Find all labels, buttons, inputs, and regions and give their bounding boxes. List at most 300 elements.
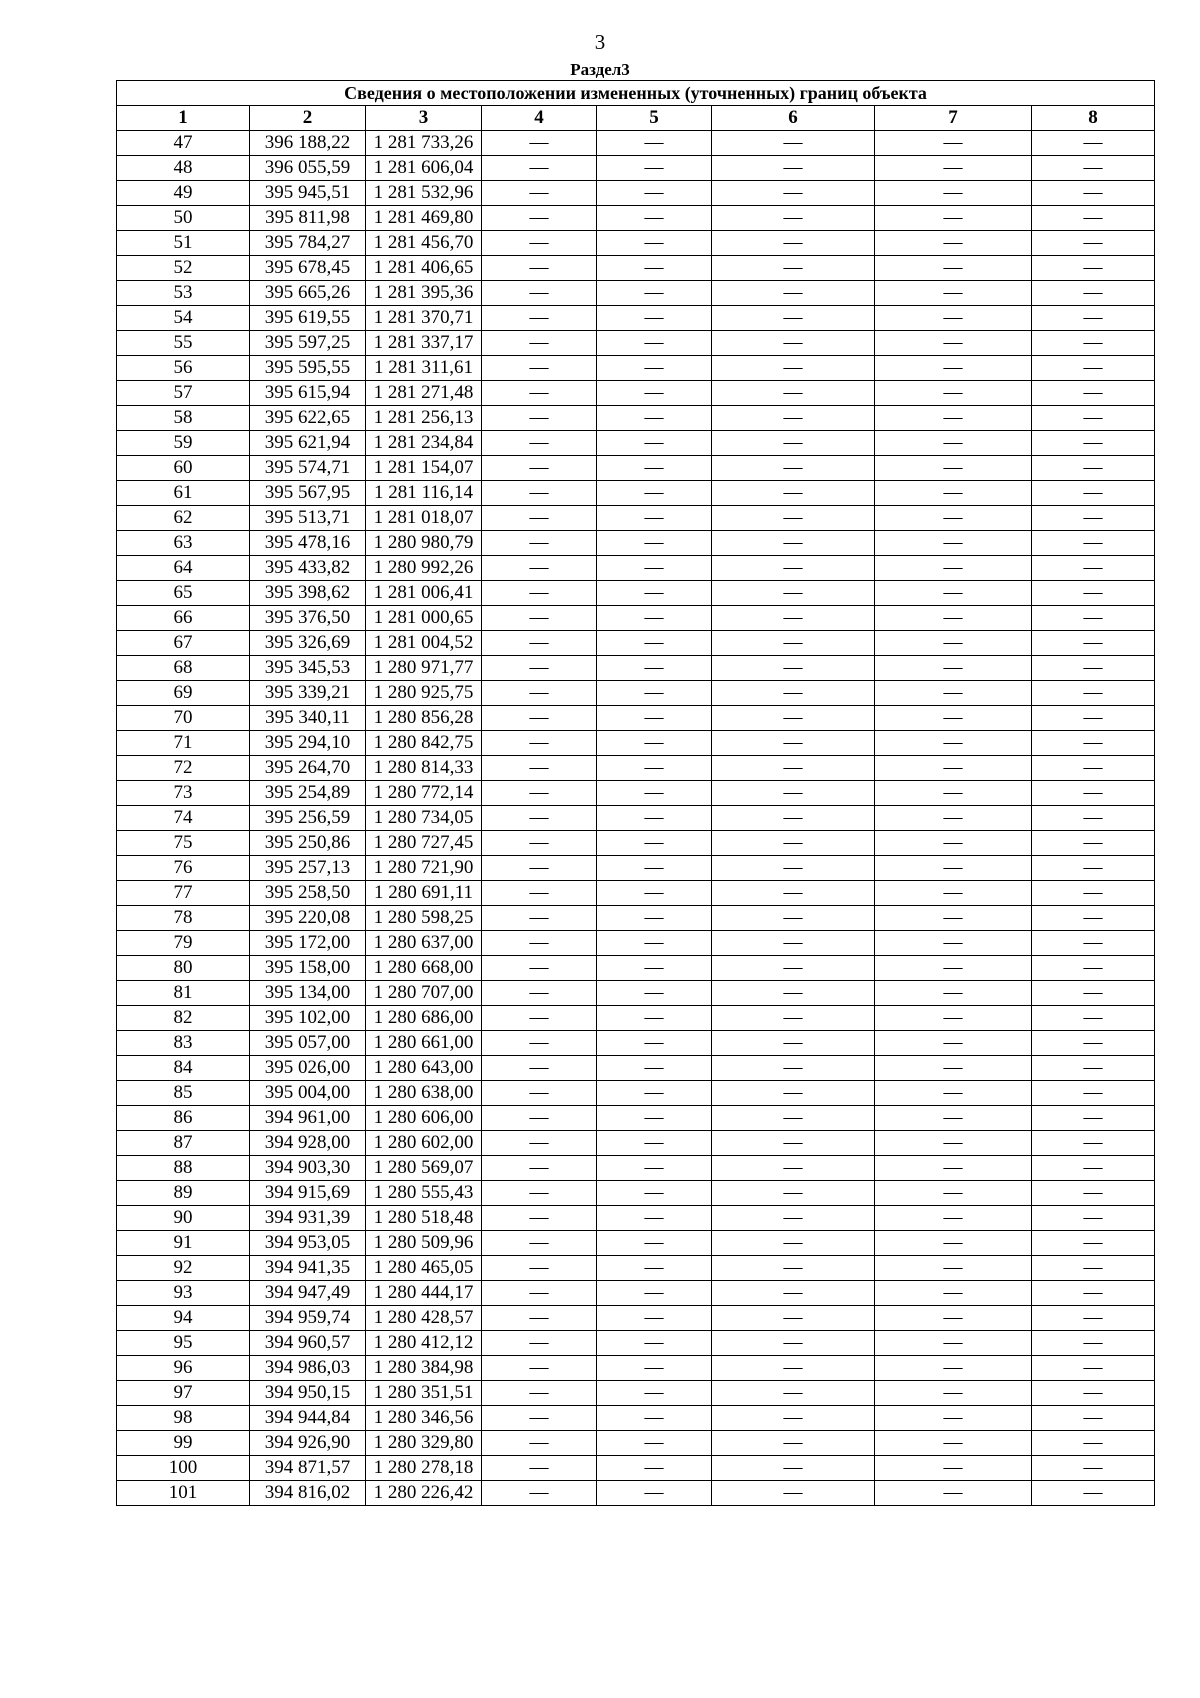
table-row xyxy=(117,381,1155,406)
empty-cell: — xyxy=(712,981,875,1006)
empty-cell: — xyxy=(1032,906,1155,931)
empty-cell: — xyxy=(597,806,712,831)
point-number-cell: 101 xyxy=(117,1481,250,1506)
y-coordinate-cell: 1 281 271,48 xyxy=(366,381,482,406)
table-row xyxy=(117,256,1155,281)
empty-cell: — xyxy=(1032,1206,1155,1231)
empty-cell: — xyxy=(712,556,875,581)
y-coordinate-cell: 1 280 637,00 xyxy=(366,931,482,956)
empty-cell: — xyxy=(597,1256,712,1281)
point-number-cell: 95 xyxy=(117,1331,250,1356)
x-coordinate-cell: 395 220,08 xyxy=(250,906,366,931)
point-number-cell: 90 xyxy=(117,1206,250,1231)
point-number-cell: 94 xyxy=(117,1306,250,1331)
table-row xyxy=(117,1156,1155,1181)
table-row xyxy=(117,481,1155,506)
point-number-cell: 97 xyxy=(117,1381,250,1406)
table-row xyxy=(117,1431,1155,1456)
table-row xyxy=(117,356,1155,381)
empty-cell: — xyxy=(597,1281,712,1306)
x-coordinate-cell: 395 574,71 xyxy=(250,456,366,481)
x-coordinate-cell: 395 376,50 xyxy=(250,606,366,631)
y-coordinate-cell: 1 281 532,96 xyxy=(366,181,482,206)
table-row xyxy=(117,606,1155,631)
empty-cell: — xyxy=(1032,1156,1155,1181)
column-number-1: 1 xyxy=(117,106,250,131)
empty-cell: — xyxy=(875,231,1032,256)
y-coordinate-cell: 1 280 602,00 xyxy=(366,1131,482,1156)
empty-cell: — xyxy=(875,481,1032,506)
empty-cell: — xyxy=(482,431,597,456)
x-coordinate-cell: 395 478,16 xyxy=(250,531,366,556)
y-coordinate-cell: 1 281 004,52 xyxy=(366,631,482,656)
empty-cell: — xyxy=(875,1431,1032,1456)
y-coordinate-cell: 1 280 668,00 xyxy=(366,956,482,981)
empty-cell: — xyxy=(712,331,875,356)
empty-cell: — xyxy=(597,1456,712,1481)
empty-cell: — xyxy=(875,356,1032,381)
empty-cell: — xyxy=(1032,331,1155,356)
empty-cell: — xyxy=(712,631,875,656)
empty-cell: — xyxy=(482,181,597,206)
empty-cell: — xyxy=(597,381,712,406)
y-coordinate-cell: 1 281 370,71 xyxy=(366,306,482,331)
table-row xyxy=(117,306,1155,331)
y-coordinate-cell: 1 281 406,65 xyxy=(366,256,482,281)
x-coordinate-cell: 396 055,59 xyxy=(250,156,366,181)
empty-cell: — xyxy=(1032,256,1155,281)
point-number-cell: 87 xyxy=(117,1131,250,1156)
empty-cell: — xyxy=(875,1156,1032,1181)
empty-cell: — xyxy=(482,1156,597,1181)
point-number-cell: 57 xyxy=(117,381,250,406)
point-number-cell: 52 xyxy=(117,256,250,281)
x-coordinate-cell: 394 961,00 xyxy=(250,1106,366,1131)
empty-cell: — xyxy=(1032,731,1155,756)
table-row xyxy=(117,881,1155,906)
table-row xyxy=(117,1456,1155,1481)
empty-cell: — xyxy=(482,1231,597,1256)
empty-cell: — xyxy=(712,1106,875,1131)
table-caption: Сведения о местоположении измененных (уточненных) границ объекта xyxy=(117,81,1155,106)
empty-cell: — xyxy=(597,1406,712,1431)
empty-cell: — xyxy=(875,1131,1032,1156)
empty-cell: — xyxy=(712,156,875,181)
empty-cell: — xyxy=(712,206,875,231)
empty-cell: — xyxy=(712,456,875,481)
empty-cell: — xyxy=(597,731,712,756)
table-row xyxy=(117,756,1155,781)
x-coordinate-cell: 395 619,55 xyxy=(250,306,366,331)
empty-cell: — xyxy=(1032,306,1155,331)
empty-cell: — xyxy=(482,631,597,656)
empty-cell: — xyxy=(875,806,1032,831)
x-coordinate-cell: 395 172,00 xyxy=(250,931,366,956)
x-coordinate-cell: 394 953,05 xyxy=(250,1231,366,1256)
point-number-cell: 49 xyxy=(117,181,250,206)
y-coordinate-cell: 1 280 734,05 xyxy=(366,806,482,831)
x-coordinate-cell: 395 294,10 xyxy=(250,731,366,756)
empty-cell: — xyxy=(1032,506,1155,531)
empty-cell: — xyxy=(597,1156,712,1181)
x-coordinate-cell: 394 959,74 xyxy=(250,1306,366,1331)
empty-cell: — xyxy=(712,481,875,506)
table-row xyxy=(117,131,1155,156)
empty-cell: — xyxy=(875,181,1032,206)
empty-cell: — xyxy=(597,431,712,456)
x-coordinate-cell: 395 595,55 xyxy=(250,356,366,381)
empty-cell: — xyxy=(482,231,597,256)
empty-cell: — xyxy=(1032,356,1155,381)
x-coordinate-cell: 395 057,00 xyxy=(250,1031,366,1056)
empty-cell: — xyxy=(482,931,597,956)
empty-cell: — xyxy=(597,131,712,156)
point-number-cell: 76 xyxy=(117,856,250,881)
empty-cell: — xyxy=(597,681,712,706)
y-coordinate-cell: 1 280 606,00 xyxy=(366,1106,482,1131)
empty-cell: — xyxy=(597,556,712,581)
empty-cell: — xyxy=(875,656,1032,681)
empty-cell: — xyxy=(875,1056,1032,1081)
empty-cell: — xyxy=(482,506,597,531)
table-row xyxy=(117,181,1155,206)
y-coordinate-cell: 1 280 555,43 xyxy=(366,1181,482,1206)
y-coordinate-cell: 1 281 733,26 xyxy=(366,131,482,156)
empty-cell: — xyxy=(597,1306,712,1331)
y-coordinate-cell: 1 280 384,98 xyxy=(366,1356,482,1381)
point-number-cell: 74 xyxy=(117,806,250,831)
empty-cell: — xyxy=(482,831,597,856)
empty-cell: — xyxy=(1032,481,1155,506)
table-row xyxy=(117,1356,1155,1381)
empty-cell: — xyxy=(875,956,1032,981)
empty-cell: — xyxy=(1032,1406,1155,1431)
empty-cell: — xyxy=(597,1031,712,1056)
empty-cell: — xyxy=(482,781,597,806)
empty-cell: — xyxy=(597,1356,712,1381)
x-coordinate-cell: 394 928,00 xyxy=(250,1131,366,1156)
empty-cell: — xyxy=(482,1206,597,1231)
x-coordinate-cell: 395 340,11 xyxy=(250,706,366,731)
empty-cell: — xyxy=(597,831,712,856)
x-coordinate-cell: 395 257,13 xyxy=(250,856,366,881)
point-number-cell: 69 xyxy=(117,681,250,706)
empty-cell: — xyxy=(1032,556,1155,581)
table-row xyxy=(117,831,1155,856)
point-number-cell: 78 xyxy=(117,906,250,931)
x-coordinate-cell: 394 816,02 xyxy=(250,1481,366,1506)
empty-cell: — xyxy=(875,506,1032,531)
empty-cell: — xyxy=(597,1131,712,1156)
empty-cell: — xyxy=(1032,1181,1155,1206)
empty-cell: — xyxy=(597,481,712,506)
point-number-cell: 68 xyxy=(117,656,250,681)
empty-cell: — xyxy=(875,1031,1032,1056)
table-row xyxy=(117,1381,1155,1406)
empty-cell: — xyxy=(712,1056,875,1081)
y-coordinate-cell: 1 280 329,80 xyxy=(366,1431,482,1456)
empty-cell: — xyxy=(482,1456,597,1481)
y-coordinate-cell: 1 280 351,51 xyxy=(366,1381,482,1406)
table-row xyxy=(117,1181,1155,1206)
empty-cell: — xyxy=(482,756,597,781)
empty-cell: — xyxy=(482,1056,597,1081)
point-number-cell: 85 xyxy=(117,1081,250,1106)
x-coordinate-cell: 395 513,71 xyxy=(250,506,366,531)
empty-cell: — xyxy=(875,631,1032,656)
x-coordinate-cell: 394 903,30 xyxy=(250,1156,366,1181)
y-coordinate-cell: 1 280 444,17 xyxy=(366,1281,482,1306)
empty-cell: — xyxy=(1032,1106,1155,1131)
empty-cell: — xyxy=(712,1306,875,1331)
empty-cell: — xyxy=(482,881,597,906)
empty-cell: — xyxy=(597,1331,712,1356)
x-coordinate-cell: 394 944,84 xyxy=(250,1406,366,1431)
empty-cell: — xyxy=(482,681,597,706)
empty-cell: — xyxy=(597,306,712,331)
empty-cell: — xyxy=(712,131,875,156)
empty-cell: — xyxy=(597,1381,712,1406)
x-coordinate-cell: 395 398,62 xyxy=(250,581,366,606)
empty-cell: — xyxy=(1032,1256,1155,1281)
empty-cell: — xyxy=(482,981,597,1006)
empty-cell: — xyxy=(597,856,712,881)
empty-cell: — xyxy=(482,1131,597,1156)
empty-cell: — xyxy=(597,156,712,181)
page-number: 3 xyxy=(594,30,606,54)
point-number-cell: 98 xyxy=(117,1406,250,1431)
point-number-cell: 81 xyxy=(117,981,250,1006)
point-number-cell: 54 xyxy=(117,306,250,331)
point-number-cell: 75 xyxy=(117,831,250,856)
empty-cell: — xyxy=(875,131,1032,156)
empty-cell: — xyxy=(875,581,1032,606)
x-coordinate-cell: 395 256,59 xyxy=(250,806,366,831)
empty-cell: — xyxy=(712,1206,875,1231)
column-number-4: 4 xyxy=(482,106,597,131)
empty-cell: — xyxy=(482,1031,597,1056)
column-number-6: 6 xyxy=(712,106,875,131)
point-number-cell: 83 xyxy=(117,1031,250,1056)
empty-cell: — xyxy=(1032,606,1155,631)
empty-cell: — xyxy=(875,531,1032,556)
empty-cell: — xyxy=(712,1356,875,1381)
column-number-5: 5 xyxy=(597,106,712,131)
empty-cell: — xyxy=(482,131,597,156)
empty-cell: — xyxy=(597,1431,712,1456)
empty-cell: — xyxy=(875,856,1032,881)
empty-cell: — xyxy=(482,556,597,581)
empty-cell: — xyxy=(712,1381,875,1406)
empty-cell: — xyxy=(597,1056,712,1081)
point-number-cell: 59 xyxy=(117,431,250,456)
empty-cell: — xyxy=(1032,681,1155,706)
point-number-cell: 64 xyxy=(117,556,250,581)
point-number-cell: 82 xyxy=(117,1006,250,1031)
empty-cell: — xyxy=(1032,881,1155,906)
table-row xyxy=(117,1281,1155,1306)
empty-cell: — xyxy=(597,706,712,731)
y-coordinate-cell: 1 281 116,14 xyxy=(366,481,482,506)
x-coordinate-cell: 395 250,86 xyxy=(250,831,366,856)
empty-cell: — xyxy=(1032,631,1155,656)
empty-cell: — xyxy=(875,781,1032,806)
x-coordinate-cell: 394 950,15 xyxy=(250,1381,366,1406)
y-coordinate-cell: 1 280 727,45 xyxy=(366,831,482,856)
empty-cell: — xyxy=(1032,1431,1155,1456)
empty-cell: — xyxy=(875,1256,1032,1281)
empty-cell: — xyxy=(482,1006,597,1031)
empty-cell: — xyxy=(712,381,875,406)
x-coordinate-cell: 395 784,27 xyxy=(250,231,366,256)
empty-cell: — xyxy=(482,1431,597,1456)
empty-cell: — xyxy=(875,1281,1032,1306)
empty-cell: — xyxy=(1032,381,1155,406)
empty-cell: — xyxy=(1032,806,1155,831)
empty-cell: — xyxy=(875,981,1032,1006)
table-row xyxy=(117,631,1155,656)
point-number-cell: 56 xyxy=(117,356,250,381)
point-number-cell: 92 xyxy=(117,1256,250,1281)
empty-cell: — xyxy=(1032,981,1155,1006)
y-coordinate-cell: 1 281 456,70 xyxy=(366,231,482,256)
x-coordinate-cell: 394 941,35 xyxy=(250,1256,366,1281)
empty-cell: — xyxy=(597,1081,712,1106)
x-coordinate-cell: 395 678,45 xyxy=(250,256,366,281)
point-number-cell: 72 xyxy=(117,756,250,781)
empty-cell: — xyxy=(1032,1356,1155,1381)
empty-cell: — xyxy=(712,881,875,906)
empty-cell: — xyxy=(482,456,597,481)
x-coordinate-cell: 395 339,21 xyxy=(250,681,366,706)
empty-cell: — xyxy=(712,1481,875,1506)
column-number-row xyxy=(117,106,1155,131)
empty-cell: — xyxy=(875,756,1032,781)
empty-cell: — xyxy=(1032,1331,1155,1356)
y-coordinate-cell: 1 281 018,07 xyxy=(366,506,482,531)
empty-cell: — xyxy=(875,1331,1032,1356)
x-coordinate-cell: 395 433,82 xyxy=(250,556,366,581)
x-coordinate-cell: 396 188,22 xyxy=(250,131,366,156)
empty-cell: — xyxy=(1032,206,1155,231)
empty-cell: — xyxy=(482,656,597,681)
table-row xyxy=(117,1256,1155,1281)
empty-cell: — xyxy=(712,706,875,731)
coordinates-table xyxy=(116,80,1155,1506)
table-row xyxy=(117,231,1155,256)
point-number-cell: 55 xyxy=(117,331,250,356)
y-coordinate-cell: 1 280 814,33 xyxy=(366,756,482,781)
empty-cell: — xyxy=(712,306,875,331)
table-row xyxy=(117,431,1155,456)
empty-cell: — xyxy=(1032,1231,1155,1256)
point-number-cell: 77 xyxy=(117,881,250,906)
point-number-cell: 61 xyxy=(117,481,250,506)
empty-cell: — xyxy=(712,1431,875,1456)
table-row xyxy=(117,1306,1155,1331)
y-coordinate-cell: 1 280 925,75 xyxy=(366,681,482,706)
point-number-cell: 100 xyxy=(117,1456,250,1481)
empty-cell: — xyxy=(712,181,875,206)
table-row xyxy=(117,331,1155,356)
empty-cell: — xyxy=(875,1181,1032,1206)
empty-cell: — xyxy=(875,931,1032,956)
empty-cell: — xyxy=(875,906,1032,931)
point-number-cell: 67 xyxy=(117,631,250,656)
table-row xyxy=(117,1006,1155,1031)
y-coordinate-cell: 1 281 311,61 xyxy=(366,356,482,381)
empty-cell: — xyxy=(482,531,597,556)
point-number-cell: 91 xyxy=(117,1231,250,1256)
empty-cell: — xyxy=(1032,581,1155,606)
empty-cell: — xyxy=(712,581,875,606)
y-coordinate-cell: 1 281 256,13 xyxy=(366,406,482,431)
empty-cell: — xyxy=(875,1481,1032,1506)
empty-cell: — xyxy=(1032,531,1155,556)
empty-cell: — xyxy=(482,156,597,181)
empty-cell: — xyxy=(712,406,875,431)
empty-cell: — xyxy=(1032,1481,1155,1506)
empty-cell: — xyxy=(712,1031,875,1056)
empty-cell: — xyxy=(1032,181,1155,206)
y-coordinate-cell: 1 280 971,77 xyxy=(366,656,482,681)
point-number-cell: 47 xyxy=(117,131,250,156)
point-number-cell: 63 xyxy=(117,531,250,556)
empty-cell: — xyxy=(482,1481,597,1506)
empty-cell: — xyxy=(597,631,712,656)
empty-cell: — xyxy=(875,556,1032,581)
y-coordinate-cell: 1 281 395,36 xyxy=(366,281,482,306)
point-number-cell: 50 xyxy=(117,206,250,231)
empty-cell: — xyxy=(875,1381,1032,1406)
empty-cell: — xyxy=(712,656,875,681)
empty-cell: — xyxy=(875,1006,1032,1031)
table-row xyxy=(117,681,1155,706)
table-row xyxy=(117,1106,1155,1131)
table-row xyxy=(117,856,1155,881)
y-coordinate-cell: 1 280 707,00 xyxy=(366,981,482,1006)
empty-cell: — xyxy=(1032,1081,1155,1106)
empty-cell: — xyxy=(597,456,712,481)
empty-cell: — xyxy=(482,856,597,881)
empty-cell: — xyxy=(1032,1031,1155,1056)
y-coordinate-cell: 1 280 691,11 xyxy=(366,881,482,906)
empty-cell: — xyxy=(875,706,1032,731)
table-row xyxy=(117,931,1155,956)
empty-cell: — xyxy=(597,1206,712,1231)
empty-cell: — xyxy=(482,1306,597,1331)
y-coordinate-cell: 1 280 278,18 xyxy=(366,1456,482,1481)
empty-cell: — xyxy=(597,406,712,431)
empty-cell: — xyxy=(712,806,875,831)
empty-cell: — xyxy=(875,1356,1032,1381)
section-title: Раздел3 xyxy=(570,60,630,79)
empty-cell: — xyxy=(1032,1131,1155,1156)
empty-cell: — xyxy=(1032,456,1155,481)
empty-cell: — xyxy=(875,206,1032,231)
empty-cell: — xyxy=(597,981,712,1006)
point-number-cell: 96 xyxy=(117,1356,250,1381)
empty-cell: — xyxy=(597,756,712,781)
empty-cell: — xyxy=(712,1006,875,1031)
empty-cell: — xyxy=(1032,956,1155,981)
empty-cell: — xyxy=(875,1306,1032,1331)
empty-cell: — xyxy=(712,281,875,306)
y-coordinate-cell: 1 280 980,79 xyxy=(366,531,482,556)
y-coordinate-cell: 1 280 721,90 xyxy=(366,856,482,881)
table-row xyxy=(117,156,1155,181)
empty-cell: — xyxy=(482,1381,597,1406)
